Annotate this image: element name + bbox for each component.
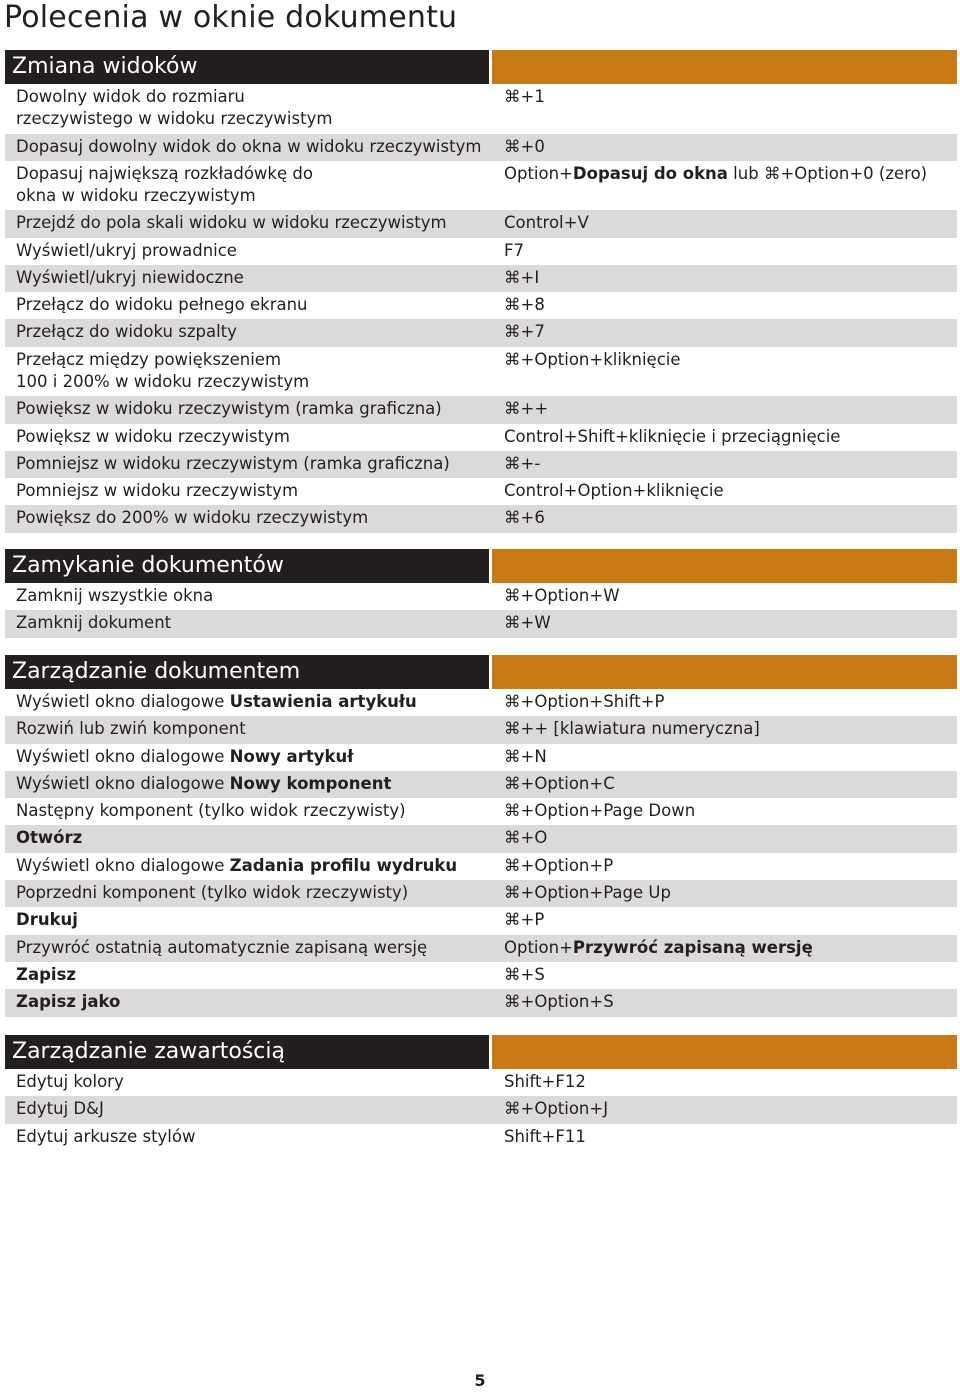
shortcut-text: ⌘+7 bbox=[504, 322, 545, 342]
command-cell bbox=[5, 453, 493, 475]
command-text: Wyświetl okno dialogowe bbox=[16, 773, 230, 793]
command-cell bbox=[5, 267, 493, 289]
shortcut-text: Option+ bbox=[504, 163, 573, 183]
command-bold-text: Zapisz jako bbox=[16, 992, 121, 1012]
command-cell bbox=[5, 349, 493, 393]
command-cell bbox=[5, 855, 493, 877]
section-accent-bar bbox=[492, 50, 957, 84]
shortcut-row bbox=[5, 292, 957, 319]
shortcut-text: lub ⌘+Option+0 (zero) bbox=[727, 163, 928, 183]
shortcut-row bbox=[5, 451, 957, 478]
shortcut-text: Control+Shift+kliknięcie i przeciągnięcie bbox=[504, 426, 841, 446]
shortcut-text: ⌘+Option+P bbox=[504, 855, 614, 875]
shortcut-cell bbox=[493, 882, 957, 904]
command-cell bbox=[5, 827, 493, 849]
command-cell bbox=[5, 612, 493, 634]
section-title: Zarządzanie zawartością bbox=[5, 1035, 489, 1069]
shortcut-row bbox=[5, 478, 957, 505]
shortcut-row bbox=[5, 962, 957, 989]
page-number: 5 bbox=[474, 1371, 486, 1390]
section-accent-bar bbox=[492, 655, 957, 689]
command-cell bbox=[5, 800, 493, 822]
command-bold-text: Nowy komponent bbox=[229, 773, 392, 793]
shortcut-cell bbox=[493, 86, 957, 108]
shortcut-cell bbox=[493, 426, 957, 448]
shortcut-text: ⌘+1 bbox=[504, 87, 545, 106]
command-text: Przejdź do pola skali widoku w widoku rzeczywistym bbox=[16, 213, 447, 233]
shortcut-cell bbox=[493, 991, 957, 1013]
shortcut-text: ⌘+Option+kliknięcie bbox=[504, 349, 681, 369]
shortcut-row bbox=[5, 907, 957, 934]
shortcut-row bbox=[5, 825, 957, 852]
command-text: Pomniejsz w widoku rzeczywistym bbox=[16, 481, 299, 501]
command-text: Poprzedni komponent (tylko widok rzeczywisty) bbox=[16, 883, 409, 903]
shortcut-row bbox=[5, 689, 957, 716]
shortcut-text: Shift+F11 bbox=[504, 1126, 586, 1146]
shortcut-cell bbox=[493, 691, 957, 713]
command-text: okna w widoku rzeczywistym bbox=[16, 185, 256, 205]
command-cell bbox=[5, 480, 493, 502]
shortcut-row bbox=[5, 1096, 957, 1123]
command-bold-text: Ustawienia artykułu bbox=[229, 692, 417, 711]
command-text: Edytuj D&J bbox=[16, 1099, 104, 1119]
shortcut-row bbox=[5, 505, 957, 532]
shortcut-cell bbox=[493, 1071, 957, 1093]
command-text: Wyświetl/ukryj prowadnice bbox=[16, 240, 237, 260]
shortcut-row bbox=[5, 583, 957, 610]
shortcut-cell bbox=[493, 827, 957, 849]
shortcut-cell bbox=[493, 480, 957, 502]
command-cell bbox=[5, 212, 493, 234]
command-text: Wyświetl/ukryj niewidoczne bbox=[16, 267, 244, 287]
shortcut-row bbox=[5, 610, 957, 637]
shortcut-cell bbox=[493, 507, 957, 529]
command-text: rzeczywistego w widoku rzeczywistym bbox=[16, 109, 333, 128]
command-cell bbox=[5, 964, 493, 986]
section-accent-bar bbox=[492, 1035, 957, 1069]
shortcut-text: ⌘++ [klawiatura numeryczna] bbox=[504, 719, 760, 739]
shortcut-cell bbox=[493, 398, 957, 420]
shortcut-text: ⌘+Option+C bbox=[504, 773, 615, 793]
shortcut-cell bbox=[493, 453, 957, 475]
shortcut-cell bbox=[493, 773, 957, 795]
shortcut-cell bbox=[493, 267, 957, 289]
command-text: Następny komponent (tylko widok rzeczywisty) bbox=[16, 801, 406, 821]
command-text: Zamknij dokument bbox=[16, 613, 172, 633]
shortcut-text: ⌘+- bbox=[504, 453, 541, 473]
section-title: Zamykanie dokumentów bbox=[5, 549, 489, 583]
command-cell bbox=[5, 426, 493, 448]
shortcut-row bbox=[5, 396, 957, 423]
shortcut-row bbox=[5, 935, 957, 962]
command-cell bbox=[5, 507, 493, 529]
command-text: Dowolny widok do rozmiaru bbox=[16, 87, 245, 106]
shortcut-text: ⌘+Option+Shift+P bbox=[504, 692, 665, 711]
command-text: Zamknij wszystkie okna bbox=[16, 586, 214, 605]
command-cell bbox=[5, 398, 493, 420]
shortcut-text: F7 bbox=[504, 240, 524, 260]
command-text: Pomniejsz w widoku rzeczywistym (ramka graficzna) bbox=[16, 453, 450, 473]
section-header bbox=[5, 1035, 957, 1069]
shortcut-cell bbox=[493, 136, 957, 158]
shortcut-text: Control+V bbox=[504, 213, 589, 233]
shortcut-text: ⌘+P bbox=[504, 910, 545, 930]
shortcut-text: ⌘++ bbox=[504, 399, 549, 419]
shortcut-text: ⌘+W bbox=[504, 613, 551, 633]
shortcut-text: ⌘+N bbox=[504, 746, 547, 766]
shortcut-cell bbox=[493, 212, 957, 234]
page-title: Polecenia w oknie dokumentu bbox=[4, 0, 458, 35]
shortcut-cell bbox=[493, 240, 957, 262]
command-text: Przełącz między powiększeniem bbox=[16, 349, 282, 369]
shortcut-cell bbox=[493, 718, 957, 740]
section-header bbox=[5, 655, 957, 689]
shortcut-cell bbox=[493, 349, 957, 371]
shortcut-row bbox=[5, 319, 957, 346]
shortcut-row bbox=[5, 716, 957, 743]
shortcut-text: ⌘+Option+Page Down bbox=[504, 801, 696, 821]
command-text: Dopasuj największą rozkładówkę do bbox=[16, 163, 313, 183]
section-accent-bar bbox=[492, 549, 957, 583]
command-cell bbox=[5, 718, 493, 740]
shortcut-row bbox=[5, 424, 957, 451]
shortcut-cell bbox=[493, 163, 957, 185]
shortcut-text: ⌘+0 bbox=[504, 136, 545, 156]
command-cell bbox=[5, 240, 493, 262]
shortcut-row bbox=[5, 744, 957, 771]
shortcut-text: ⌘+6 bbox=[504, 508, 545, 528]
command-text: Rozwiń lub zwiń komponent bbox=[16, 719, 246, 739]
command-bold-text: Zapisz bbox=[16, 964, 76, 984]
shortcut-cell bbox=[493, 909, 957, 931]
shortcut-row bbox=[5, 1069, 957, 1096]
command-cell bbox=[5, 691, 493, 713]
command-text: Powiększ w widoku rzeczywistym (ramka graficzna) bbox=[16, 399, 442, 419]
command-cell bbox=[5, 746, 493, 768]
command-cell bbox=[5, 163, 493, 207]
shortcut-text: ⌘+8 bbox=[504, 295, 545, 315]
shortcut-row bbox=[5, 161, 957, 211]
shortcut-cell bbox=[493, 1098, 957, 1120]
shortcut-cell bbox=[493, 1126, 957, 1148]
section-content-management bbox=[5, 1035, 957, 1151]
command-cell bbox=[5, 773, 493, 795]
shortcut-cell bbox=[493, 855, 957, 877]
shortcut-row bbox=[5, 134, 957, 161]
shortcut-text: ⌘+S bbox=[504, 964, 545, 984]
shortcut-text: ⌘+O bbox=[504, 828, 548, 848]
shortcut-cell bbox=[493, 612, 957, 634]
shortcut-cell bbox=[493, 800, 957, 822]
command-cell bbox=[5, 86, 493, 130]
shortcut-text: ⌘+Option+W bbox=[504, 586, 620, 605]
shortcut-bold-text: Dopasuj do okna bbox=[572, 163, 728, 183]
shortcut-text: ⌘+Option+J bbox=[504, 1099, 609, 1119]
shortcut-text: ⌘+I bbox=[504, 267, 540, 287]
command-cell bbox=[5, 1098, 493, 1120]
section-view-changes bbox=[5, 50, 957, 533]
command-cell bbox=[5, 937, 493, 959]
command-text: Edytuj kolory bbox=[16, 1072, 124, 1091]
command-text: Przywróć ostatnią automatycznie zapisaną wersję bbox=[16, 937, 428, 957]
shortcut-cell bbox=[493, 964, 957, 986]
command-text: Przełącz do widoku pełnego ekranu bbox=[16, 295, 308, 315]
shortcut-cell bbox=[493, 937, 957, 959]
command-cell bbox=[5, 909, 493, 931]
command-bold-text: Otwórz bbox=[16, 828, 83, 848]
command-cell bbox=[5, 1071, 493, 1093]
shortcut-row bbox=[5, 798, 957, 825]
command-cell bbox=[5, 585, 493, 607]
command-cell bbox=[5, 321, 493, 343]
command-text: Edytuj arkusze stylów bbox=[16, 1126, 196, 1146]
shortcut-cell bbox=[493, 585, 957, 607]
shortcut-row bbox=[5, 1124, 957, 1151]
section-closing-documents bbox=[5, 549, 957, 638]
shortcut-cell bbox=[493, 746, 957, 768]
shortcut-row bbox=[5, 265, 957, 292]
command-cell bbox=[5, 882, 493, 904]
section-header bbox=[5, 549, 957, 583]
command-cell bbox=[5, 136, 493, 158]
shortcut-text: Shift+F12 bbox=[504, 1072, 586, 1091]
shortcut-row bbox=[5, 238, 957, 265]
shortcut-row bbox=[5, 771, 957, 798]
command-text: Wyświetl okno dialogowe bbox=[16, 692, 230, 711]
shortcut-text: Control+Option+kliknięcie bbox=[504, 481, 724, 501]
shortcut-row bbox=[5, 989, 957, 1016]
command-cell bbox=[5, 1126, 493, 1148]
shortcut-row bbox=[5, 84, 957, 134]
command-bold-text: Zadania profilu wydruku bbox=[229, 855, 458, 875]
shortcut-row bbox=[5, 347, 957, 397]
command-text: Wyświetl okno dialogowe bbox=[16, 746, 230, 766]
shortcut-row bbox=[5, 853, 957, 880]
command-text: Powiększ w widoku rzeczywistym bbox=[16, 426, 290, 446]
section-header bbox=[5, 50, 957, 84]
shortcut-text: ⌘+Option+S bbox=[504, 992, 614, 1012]
shortcut-row bbox=[5, 210, 957, 237]
shortcut-text: ⌘+Option+Page Up bbox=[504, 883, 671, 903]
shortcut-cell bbox=[493, 321, 957, 343]
shortcut-text: Option+ bbox=[504, 937, 573, 957]
section-title: Zarządzanie dokumentem bbox=[5, 655, 489, 689]
shortcut-row bbox=[5, 880, 957, 907]
command-text: Wyświetl okno dialogowe bbox=[16, 855, 230, 875]
command-text: Powiększ do 200% w widoku rzeczywistym bbox=[16, 508, 369, 528]
command-cell bbox=[5, 294, 493, 316]
shortcut-cell bbox=[493, 294, 957, 316]
section-document-management bbox=[5, 655, 957, 1017]
section-title: Zmiana widoków bbox=[5, 50, 489, 84]
shortcut-bold-text: Przywróć zapisaną wersję bbox=[572, 937, 813, 957]
command-text: Przełącz do widoku szpalty bbox=[16, 322, 237, 342]
command-bold-text: Drukuj bbox=[16, 910, 78, 930]
command-text: 100 i 200% w widoku rzeczywistym bbox=[16, 371, 310, 391]
command-cell bbox=[5, 991, 493, 1013]
command-bold-text: Nowy artykuł bbox=[229, 746, 354, 766]
command-text: Dopasuj dowolny widok do okna w widoku rzeczywistym bbox=[16, 136, 482, 156]
